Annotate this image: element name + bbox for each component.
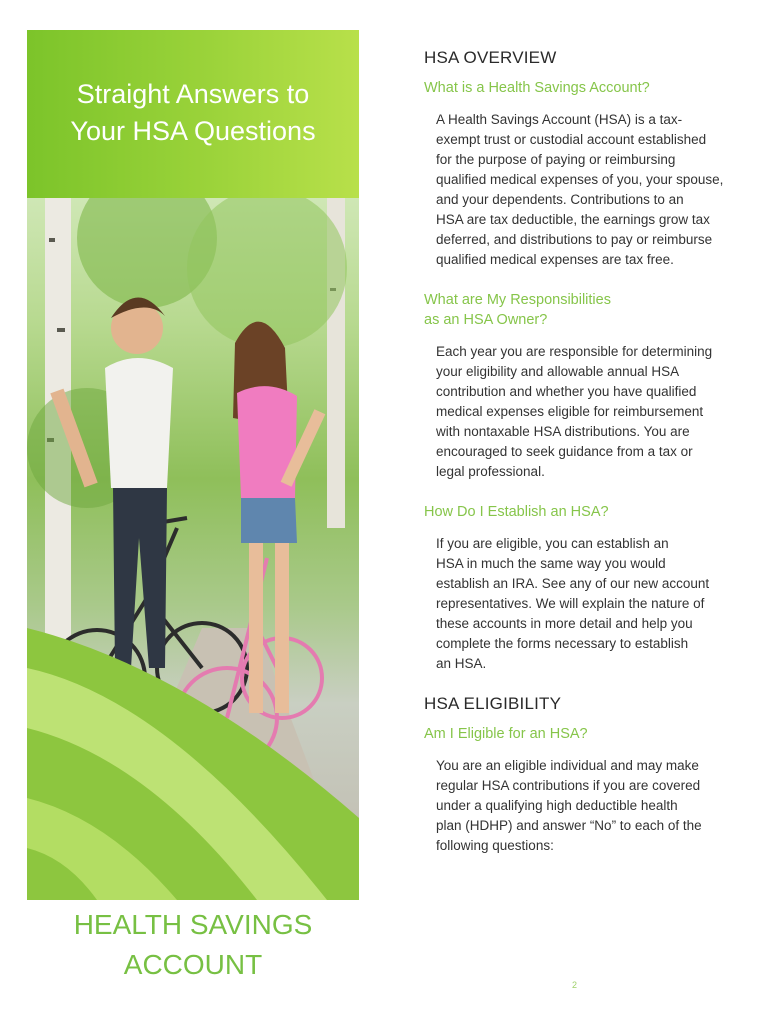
answer-line: contribution and whether you have qualified <box>436 384 697 399</box>
question-establish-hsa <box>424 502 744 522</box>
content-column <box>424 48 744 876</box>
answer-line: qualified medical expenses are tax free. <box>436 252 674 267</box>
answer-line: an HSA. <box>436 656 487 671</box>
answer-line: establish an IRA. See any of our new account <box>436 576 710 591</box>
title-banner <box>27 30 359 198</box>
page-number: 2 <box>572 980 578 990</box>
answer-line: following questions: <box>436 838 554 853</box>
brochure-title <box>27 905 359 985</box>
answer-line: and your dependents. Contributions to an <box>436 192 684 207</box>
cover-panel <box>27 30 359 900</box>
answer-line: for the purpose of paying or reimbursing <box>436 152 676 167</box>
answer-line: your eligibility and allowable annual HSA <box>436 364 680 379</box>
brochure-title-line-2: ACCOUNT <box>123 949 263 980</box>
answer-line: You are an eligible individual and may make <box>436 758 699 773</box>
answer-line: qualified medical expenses of you, your spouse, <box>436 172 724 187</box>
answer-line: representatives. We will explain the nature of <box>436 596 705 611</box>
answer-line: HSA are tax deductible, the earnings grow tax <box>436 212 710 227</box>
answer-line: these accounts in more detail and help you <box>436 616 693 631</box>
answer-line: encouraged to seek guidance from a tax or <box>436 444 693 459</box>
answer-line: legal professional. <box>436 464 545 479</box>
brochure-title-line-1: HEALTH SAVINGS <box>73 909 313 940</box>
eligibility-heading: HSA ELIGIBILITY <box>424 694 562 713</box>
answer-line: exempt trust or custodial account established <box>436 132 707 147</box>
cover-title-line-2: Your HSA Questions <box>70 116 316 146</box>
answer-line: complete the forms necessary to establish <box>436 636 689 651</box>
photo-illustration <box>27 198 359 900</box>
question-line: Am I Eligible for an HSA? <box>424 726 588 742</box>
cover-title <box>27 76 359 150</box>
question-line: as an HSA Owner? <box>424 312 548 328</box>
question-line: What is a Health Savings Account? <box>424 80 650 96</box>
question-line: What are My Responsibilities <box>424 292 611 308</box>
answer-line: with nontaxable HSA distributions. You are <box>436 424 690 439</box>
question-line: How Do I Establish an HSA? <box>424 504 609 520</box>
answer-am-i-eligible <box>424 756 744 856</box>
answer-line: HSA in much the same way you would <box>436 556 666 571</box>
answer-what-is-hsa <box>424 110 744 270</box>
answer-line: A Health Savings Account (HSA) is a tax- <box>436 112 683 127</box>
question-responsibilities <box>424 290 744 330</box>
answer-line: plan (HDHP) and answer “No” to each of the <box>436 818 702 833</box>
cover-title-line-1: Straight Answers to <box>76 79 310 109</box>
answer-line: regular HSA contributions if you are covered <box>436 778 701 793</box>
answer-line: under a qualifying high deductible health <box>436 798 678 813</box>
overview-heading: HSA OVERVIEW <box>424 48 557 67</box>
answer-line: If you are eligible, you can establish an <box>436 536 669 551</box>
couple-with-bicycles-photo <box>27 198 359 900</box>
answer-establish-hsa <box>424 534 744 674</box>
question-what-is-hsa <box>424 78 744 98</box>
answer-line: medical expenses eligible for reimbursement <box>436 404 704 419</box>
answer-line: Each year you are responsible for determining <box>436 344 713 359</box>
answer-line: deferred, and distributions to pay or reimburse <box>436 232 713 247</box>
question-am-i-eligible <box>424 724 744 744</box>
answer-responsibilities <box>424 342 744 482</box>
